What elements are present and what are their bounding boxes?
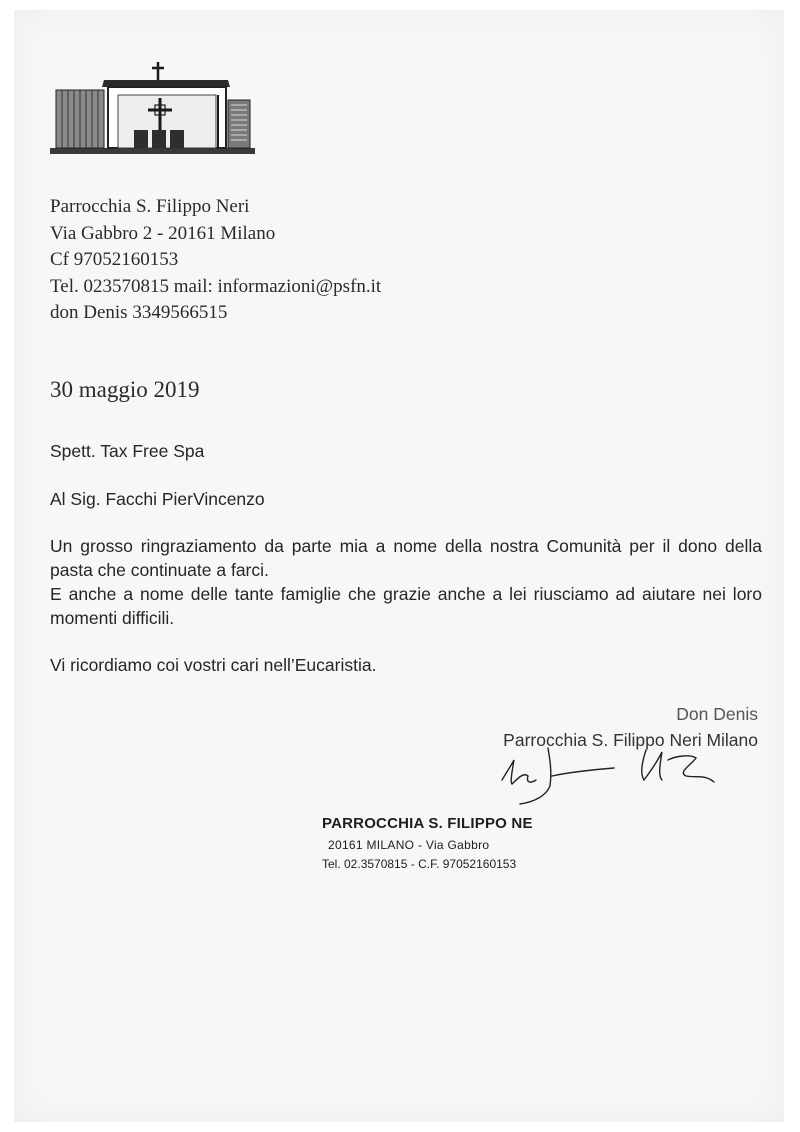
church-logo	[48, 60, 258, 165]
handwritten-signature	[490, 742, 730, 812]
priest-phone: don Denis 3349566515	[50, 302, 228, 323]
stamp-line-3: Tel. 02.3570815 - C.F. 97052160153	[322, 857, 517, 871]
recipient-person: Al Sig. Facchi PierVincenzo	[50, 489, 265, 509]
contact-line: Tel. 023570815 mail: informazioni@psfn.it	[50, 275, 382, 297]
closing-line: Vi ricordiamo coi vostri cari nell’Eucaristia.	[50, 655, 377, 675]
tax-code: Cf 97052160153	[50, 249, 179, 270]
parish-name: Parrocchia S. Filippo Neri	[50, 196, 250, 217]
stamp-line-2: 20161 MILANO - Via Gabbro	[328, 838, 490, 852]
letterhead	[50, 194, 381, 327]
stamp-line-1: PARROCCHIA S. FILIPPO NE	[322, 815, 533, 832]
signoff-parish: Parrocchia S. Filippo Neri Milano	[503, 730, 758, 750]
letter-date: 30 maggio 2019	[50, 377, 200, 402]
body-paragraph-2: E anche a nome delle tante famiglie che grazie anche a lei riusciamo ad aiutare nei loro momenti difficili.	[50, 584, 762, 628]
parish-address: Via Gabbro 2 - 20161 Milano	[50, 222, 276, 244]
body-paragraph-1: Un grosso ringraziamento da parte mia a nome della nostra Comunità per il dono della pasta che continuate a farci.	[50, 536, 762, 580]
parish-stamp	[322, 815, 533, 871]
recipient-company: Spett. Tax Free Spa	[50, 441, 205, 461]
signoff-name: Don Denis	[676, 704, 758, 724]
